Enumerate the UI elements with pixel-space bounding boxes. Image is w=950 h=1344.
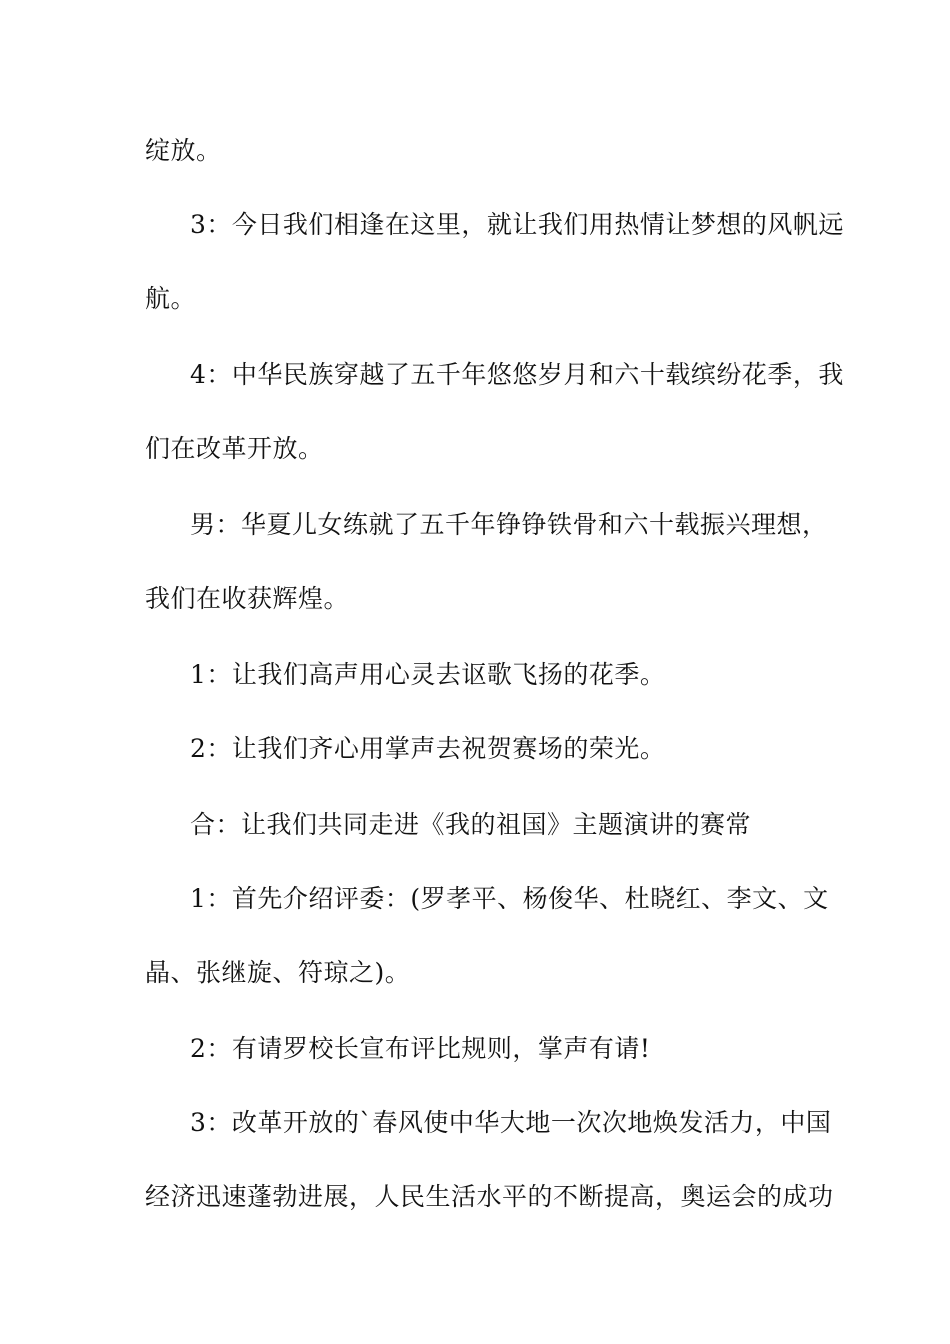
paragraph-line: 3：今日我们相逢在这里，就让我们用热情让梦想的风帆远 bbox=[190, 210, 844, 239]
paragraph-line: 2：有请罗校长宣布评比规则，掌声有请! bbox=[190, 1034, 651, 1063]
paragraph-line: 1：让我们高声用心灵去讴歌飞扬的花季。 bbox=[190, 660, 666, 689]
paragraph-line: 3：改革开放的`春风使中华大地一次次地焕发活力，中国 bbox=[190, 1108, 832, 1137]
paragraph-line: 合：让我们共同走进《我的祖国》主题演讲的赛常 bbox=[190, 810, 752, 839]
paragraph-line: 4：中华民族穿越了五千年悠悠岁月和六十载缤纷花季，我 bbox=[190, 360, 844, 389]
paragraph-line: 我们在收获辉煌。 bbox=[145, 584, 350, 613]
paragraph-line: 2：让我们齐心用掌声去祝贺赛场的荣光。 bbox=[190, 734, 666, 763]
paragraph-line: 们在改革开放。 bbox=[145, 434, 324, 463]
paragraph-line: 经济迅速蓬勃进展，人民生活水平的不断提高，奥运会的成功 bbox=[145, 1182, 834, 1211]
paragraph-line: 男：华夏儿女练就了五千年铮铮铁骨和六十载振兴理想， bbox=[190, 510, 828, 539]
paragraph-line: 晶、张继旋、符琼之)。 bbox=[145, 958, 411, 987]
paragraph-line: 1：首先介绍评委：(罗孝平、杨俊华、杜晓红、李文、文 bbox=[190, 884, 829, 913]
paragraph-line: 绽放。 bbox=[145, 136, 222, 165]
paragraph-line: 航。 bbox=[145, 284, 197, 313]
